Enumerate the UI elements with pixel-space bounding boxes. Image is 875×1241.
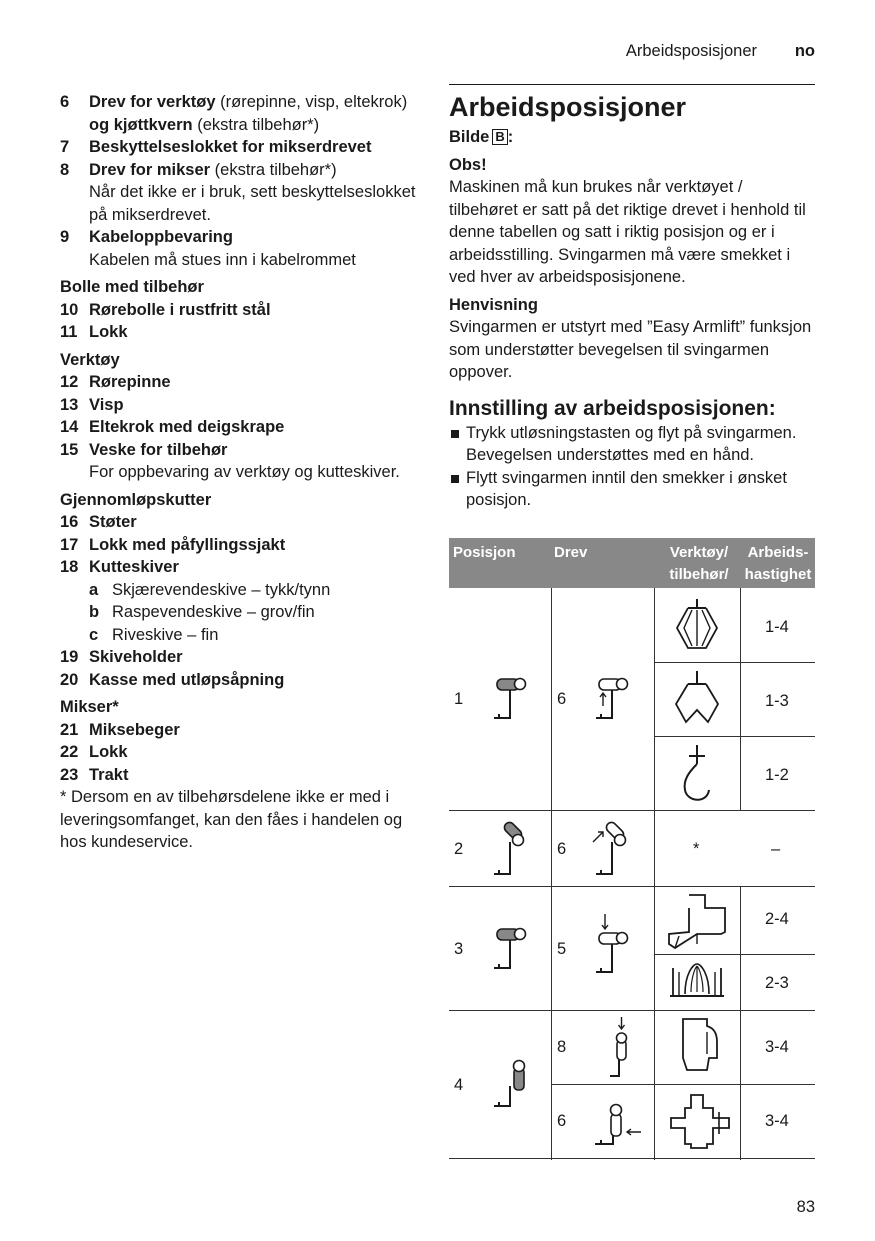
list-item-21 <box>60 719 420 742</box>
item-title: Skiveholder <box>89 648 183 666</box>
table-divider <box>740 1010 741 1160</box>
arm-position-3-icon <box>493 926 527 970</box>
sub-item-text: Riveskive – fin <box>112 625 219 644</box>
list-item-22 <box>60 741 420 764</box>
positions-table <box>449 538 815 1160</box>
item-number: 8 <box>60 160 70 179</box>
item-title: Rørepinne <box>89 373 171 391</box>
item-title: Drev for mikser <box>89 160 211 179</box>
item-number: 11 <box>60 323 78 341</box>
row2-drev: 6 <box>557 840 567 858</box>
list-item-12 <box>60 371 420 394</box>
item-title: Drev for verktøy <box>89 93 216 111</box>
list-item-9 <box>60 226 420 271</box>
table-header <box>449 538 815 588</box>
table-divider <box>654 588 655 1160</box>
row2-verktoy: * <box>693 840 700 858</box>
henvisning-text: Svingarmen er utstyrt med ”Easy Armlift” funksjon som understøtter bevegelsen til svingarmen oppover. <box>449 318 812 381</box>
sub-item-text: Raspevendeskive – grov/fin <box>112 603 315 621</box>
item-number: 6 <box>60 93 70 111</box>
row4-drev-1: 8 <box>557 1038 567 1056</box>
row4-drev-2: 6 <box>557 1112 567 1130</box>
item-number: 10 <box>60 300 79 319</box>
group-heading-mikser: Mikser* <box>60 698 119 716</box>
header-language: no <box>794 42 815 60</box>
item-title: Trakt <box>89 765 129 784</box>
list-item-20 <box>60 669 420 692</box>
table-divider <box>654 954 815 955</box>
header-verktoy-line1: Verktøy/ <box>669 544 729 561</box>
row2-speed: – <box>771 840 781 858</box>
item-number: 12 <box>60 373 79 391</box>
header-hastighet-line2: hastighet <box>744 566 812 583</box>
item-number: 7 <box>60 138 70 156</box>
row4-speed-2: 3-4 <box>765 1112 789 1130</box>
blender-jug-icon <box>679 1018 719 1072</box>
drive-6-tilted-icon <box>591 820 631 876</box>
arm-position-4-icon <box>493 1060 527 1108</box>
row3-speed-2: 2-3 <box>765 974 789 992</box>
table-divider <box>654 662 815 663</box>
row1-speed-1: 1-4 <box>765 618 789 636</box>
row4-posisjon: 4 <box>454 1076 464 1094</box>
list-item-15 <box>60 439 420 484</box>
sub-item-letter: a <box>89 580 99 599</box>
row4-speed-1: 3-4 <box>765 1038 789 1056</box>
arm-position-1-icon <box>493 676 527 720</box>
item-number: 16 <box>60 513 79 531</box>
table-divider <box>449 810 815 811</box>
obs-text: Maskinen må kun brukes når verktøyet / tilbehøret er satt på det riktige drevet i henhold til denne tabellen og satt i riktig posisjon og er i arbeidsstilling. Svingarmen må være smekket i ved hver av arbeidsposisjonene. <box>449 178 806 286</box>
bullet-text: Flytt svingarmen inntil den smekker i ønsket posisjon. <box>466 468 787 509</box>
header-hastighet-line1: Arbeids- <box>747 544 809 561</box>
table-divider <box>740 588 741 810</box>
obs-heading: Obs! <box>449 155 487 174</box>
item-title: Beskyttelseslokket for mikserdrevet <box>89 138 372 156</box>
citrus-press-icon <box>669 960 725 1000</box>
header-drev: Drev <box>554 544 588 561</box>
footnote: * Dersom en av tilbehørsdelene ikke er med i leveringsomfanget, kan den fåes i handelen og hos kundeservice. <box>60 788 403 851</box>
list-item-10 <box>60 299 420 322</box>
header-posisjon: Posisjon <box>453 544 516 561</box>
work-positions-section <box>449 84 815 512</box>
table-divider <box>449 1158 815 1159</box>
item-text: (rørepinne, visp, eltekrok) <box>215 93 408 111</box>
table-divider <box>449 1010 815 1011</box>
sub-item-b <box>60 601 420 624</box>
row1-drev: 6 <box>557 690 567 708</box>
sub-item-a <box>60 579 420 602</box>
sub-item-c <box>60 624 420 647</box>
item-number: 23 <box>60 765 79 784</box>
item-number: 22 <box>60 743 79 761</box>
list-item-11 <box>60 321 420 344</box>
item-title: Kabeloppbevaring <box>89 228 233 246</box>
list-item-18 <box>60 556 420 579</box>
drive-6-icon <box>595 676 629 720</box>
item-description: Når det ikke er i bruk, sett beskyttelseslokket på mikserdrevet. <box>89 183 416 224</box>
page-number: 83 <box>796 1198 815 1216</box>
dough-hook-icon <box>679 744 715 804</box>
bullet-square-icon <box>451 430 459 438</box>
item-title: Miksebeger <box>89 720 180 739</box>
list-item-16 <box>60 511 420 534</box>
header-verktoy <box>656 542 742 586</box>
sub-item-letter: b <box>89 603 100 621</box>
whisk-icon <box>674 670 720 726</box>
header-section-title: Arbeidsposisjoner <box>625 42 757 60</box>
list-item-14 <box>60 416 420 439</box>
header-verktoy-line2: tilbehør/ <box>669 566 729 583</box>
beater-icon <box>674 598 720 652</box>
row3-posisjon: 3 <box>454 940 464 958</box>
list-item-17 <box>60 534 420 557</box>
page-header <box>0 40 875 62</box>
row3-drev: 5 <box>557 940 567 958</box>
item-title: Veske for tilbehør <box>89 440 228 459</box>
item-title: Kutteskiver <box>89 558 179 576</box>
item-description: For oppbevaring av verktøy og kutteskiver. <box>89 463 400 481</box>
arm-position-2-icon <box>493 820 527 876</box>
section-rule <box>449 84 815 85</box>
item-title: Eltekrok med deigskrape <box>89 418 285 436</box>
table-divider <box>654 736 815 737</box>
table-divider <box>551 1084 815 1085</box>
item-number: 19 <box>60 648 79 666</box>
item-title: Lokk med påfyllingssjakt <box>89 535 286 554</box>
table-divider <box>740 886 741 1010</box>
row1-speed-2: 1-3 <box>765 692 789 710</box>
row3-speed-1: 2-4 <box>765 910 789 928</box>
item-number: 17 <box>60 535 79 554</box>
figure-label: Bilde <box>449 128 490 146</box>
list-item-19 <box>60 646 420 669</box>
parts-list <box>60 91 420 854</box>
henvisning-heading: Henvisning <box>449 295 538 314</box>
list-item-6 <box>60 91 420 136</box>
bullet-square-icon <box>451 475 459 483</box>
figure-letter-box: B <box>492 129 507 145</box>
item-title: Lokk <box>89 743 128 761</box>
sub-item-text: Skjærevendeskive – tykk/tynn <box>112 580 331 599</box>
item-text: (ekstra tilbehør*) <box>210 160 337 179</box>
item-number: 21 <box>60 720 79 739</box>
drive-5-icon <box>595 912 629 974</box>
table-divider <box>551 588 552 1160</box>
group-heading-gjennomlop: Gjennomløpskutter <box>60 490 212 509</box>
list-item-7 <box>60 136 420 159</box>
figure-colon: : <box>507 128 514 146</box>
drive-8-icon <box>609 1016 633 1078</box>
item-number: 20 <box>60 670 79 689</box>
item-title: Støter <box>89 513 137 531</box>
group-heading-bolle: Bolle med tilbehør <box>60 278 204 296</box>
continuous-slicer-icon <box>667 894 729 950</box>
item-title: Kasse med utløpsåpning <box>89 670 285 689</box>
table-divider <box>449 886 815 887</box>
row2-posisjon: 2 <box>454 840 464 858</box>
list-item-23 <box>60 764 420 787</box>
list-item-13 <box>60 394 420 417</box>
item-number: 15 <box>60 440 79 459</box>
row1-speed-3: 1-2 <box>765 766 789 784</box>
item-number: 13 <box>60 395 79 414</box>
bullet-item <box>449 422 815 467</box>
bullet-item <box>449 467 815 512</box>
innstilling-heading: Innstilling av arbeidsposisjonen: <box>449 396 776 420</box>
bullet-text: Trykk utløsningstasten og flyt på svingarmen. Bevegelsen understøttes med en hånd. <box>466 423 797 464</box>
item-number: 9 <box>60 228 70 246</box>
item-title: Visp <box>89 395 124 414</box>
item-text-2: (ekstra tilbehør*) <box>192 115 320 134</box>
item-number: 18 <box>60 558 79 576</box>
item-number: 14 <box>60 418 79 436</box>
meat-grinder-icon <box>669 1094 733 1150</box>
header-hastighet <box>741 542 815 586</box>
sub-item-letter: c <box>89 625 99 644</box>
row1-posisjon: 1 <box>454 690 464 708</box>
list-item-8 <box>60 159 420 227</box>
item-description: Kabelen må stues inn i kabelrommet <box>89 250 356 269</box>
figure-reference <box>449 126 815 149</box>
drive-6-side-icon <box>593 1100 645 1146</box>
item-title-2: og kjøttkvern <box>89 115 193 134</box>
item-title: Lokk <box>89 323 128 341</box>
item-title: Rørebolle i rustfritt stål <box>89 300 271 319</box>
group-heading-verktoy: Verktøy <box>60 350 120 369</box>
section-title: Arbeidsposisjoner <box>449 92 687 122</box>
